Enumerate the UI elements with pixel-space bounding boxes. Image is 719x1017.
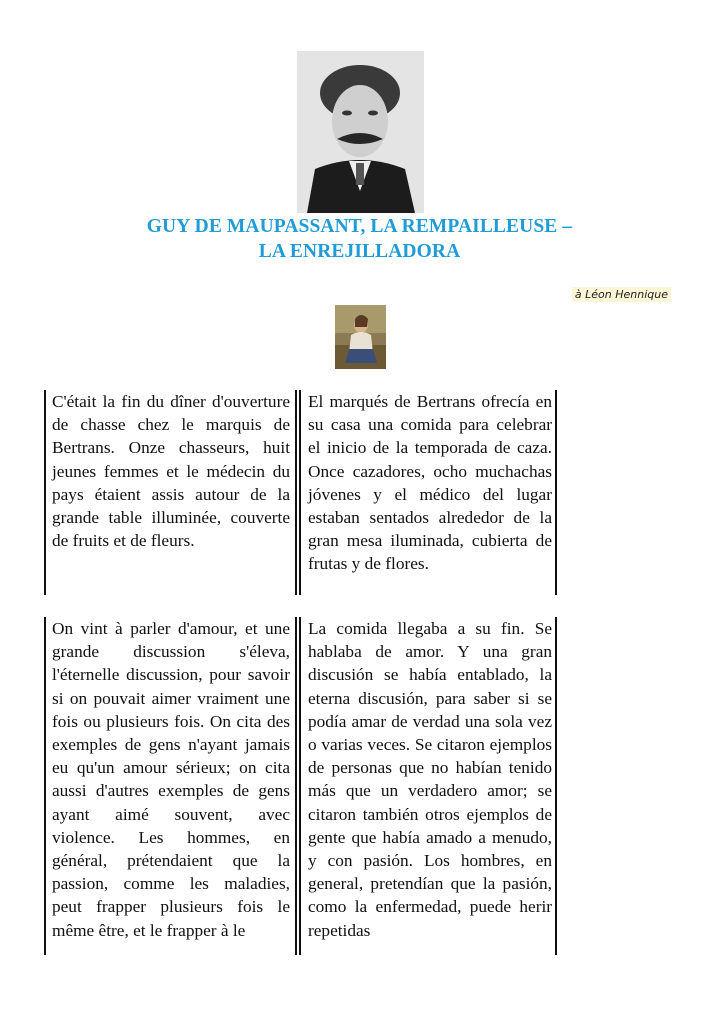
spanish-column [299,617,557,955]
french-paragraph: C'était la fin du dîner d'ouverture de chasse chez le marquis de Bertrans. Onze chasseurs, huit jeunes femmes et le médecin du pays étaient assis autour de la grande table illuminée, couverte de fruits et de fleurs. [52,392,290,551]
french-paragraph: On vint à parler d'amour, et une grande discussion s'éleva, l'éternelle discussion, pour savoir si on pouvait aimer vraiment une fois ou plusieurs fois. On cita des exemples de gens n'ayant jamais eu qu'un amour sérieux; on cita aussi d'autres exemples de gens ayant aimé souvent, avec violence. Les hommes, en général, prétendaient que la passion, comme les maladies, peut frapper plusieurs fois le même être, et le frapper à le [52,619,290,940]
portrait-image [297,51,424,213]
title-line-1: GUY DE MAUPASSANT, LA REMPAILLEUSE – [146,216,573,237]
title-line-2: LA ENREJILLADORA [258,241,461,262]
dedication: à Léon Hennique [572,287,671,302]
french-column [44,390,297,595]
illustration-painting [335,305,386,369]
spanish-paragraph: La comida llegaba a su fin. Se hablaba de amor. Y una gran discusión se había entablado, la eterna discusión, para saber si se podía amar de verdad una sola vez o varias veces. Se citaron ejemplos de personas que no habían tenido más que un verdadero amor; se citaron también otros ejemplos de gente que había amado a menudo, y con pasión. Los hombres, en general, pretendían que la pasión, como la enfermedad, puede herir repetidas [308,619,552,940]
french-column [44,617,297,955]
painting-image [335,305,386,369]
spanish-paragraph: El marqués de Bertrans ofrecía en su casa una comida para celebrar el inicio de la temporada de caza. Once cazadores, ocho muchachas jóvenes y el médico del lugar estaban sentados alrededor de la gran mesa iluminada, cubierta de frutas y de flores. [308,392,552,574]
author-portrait [297,51,424,213]
page-title [0,214,719,264]
spanish-column [299,390,557,595]
